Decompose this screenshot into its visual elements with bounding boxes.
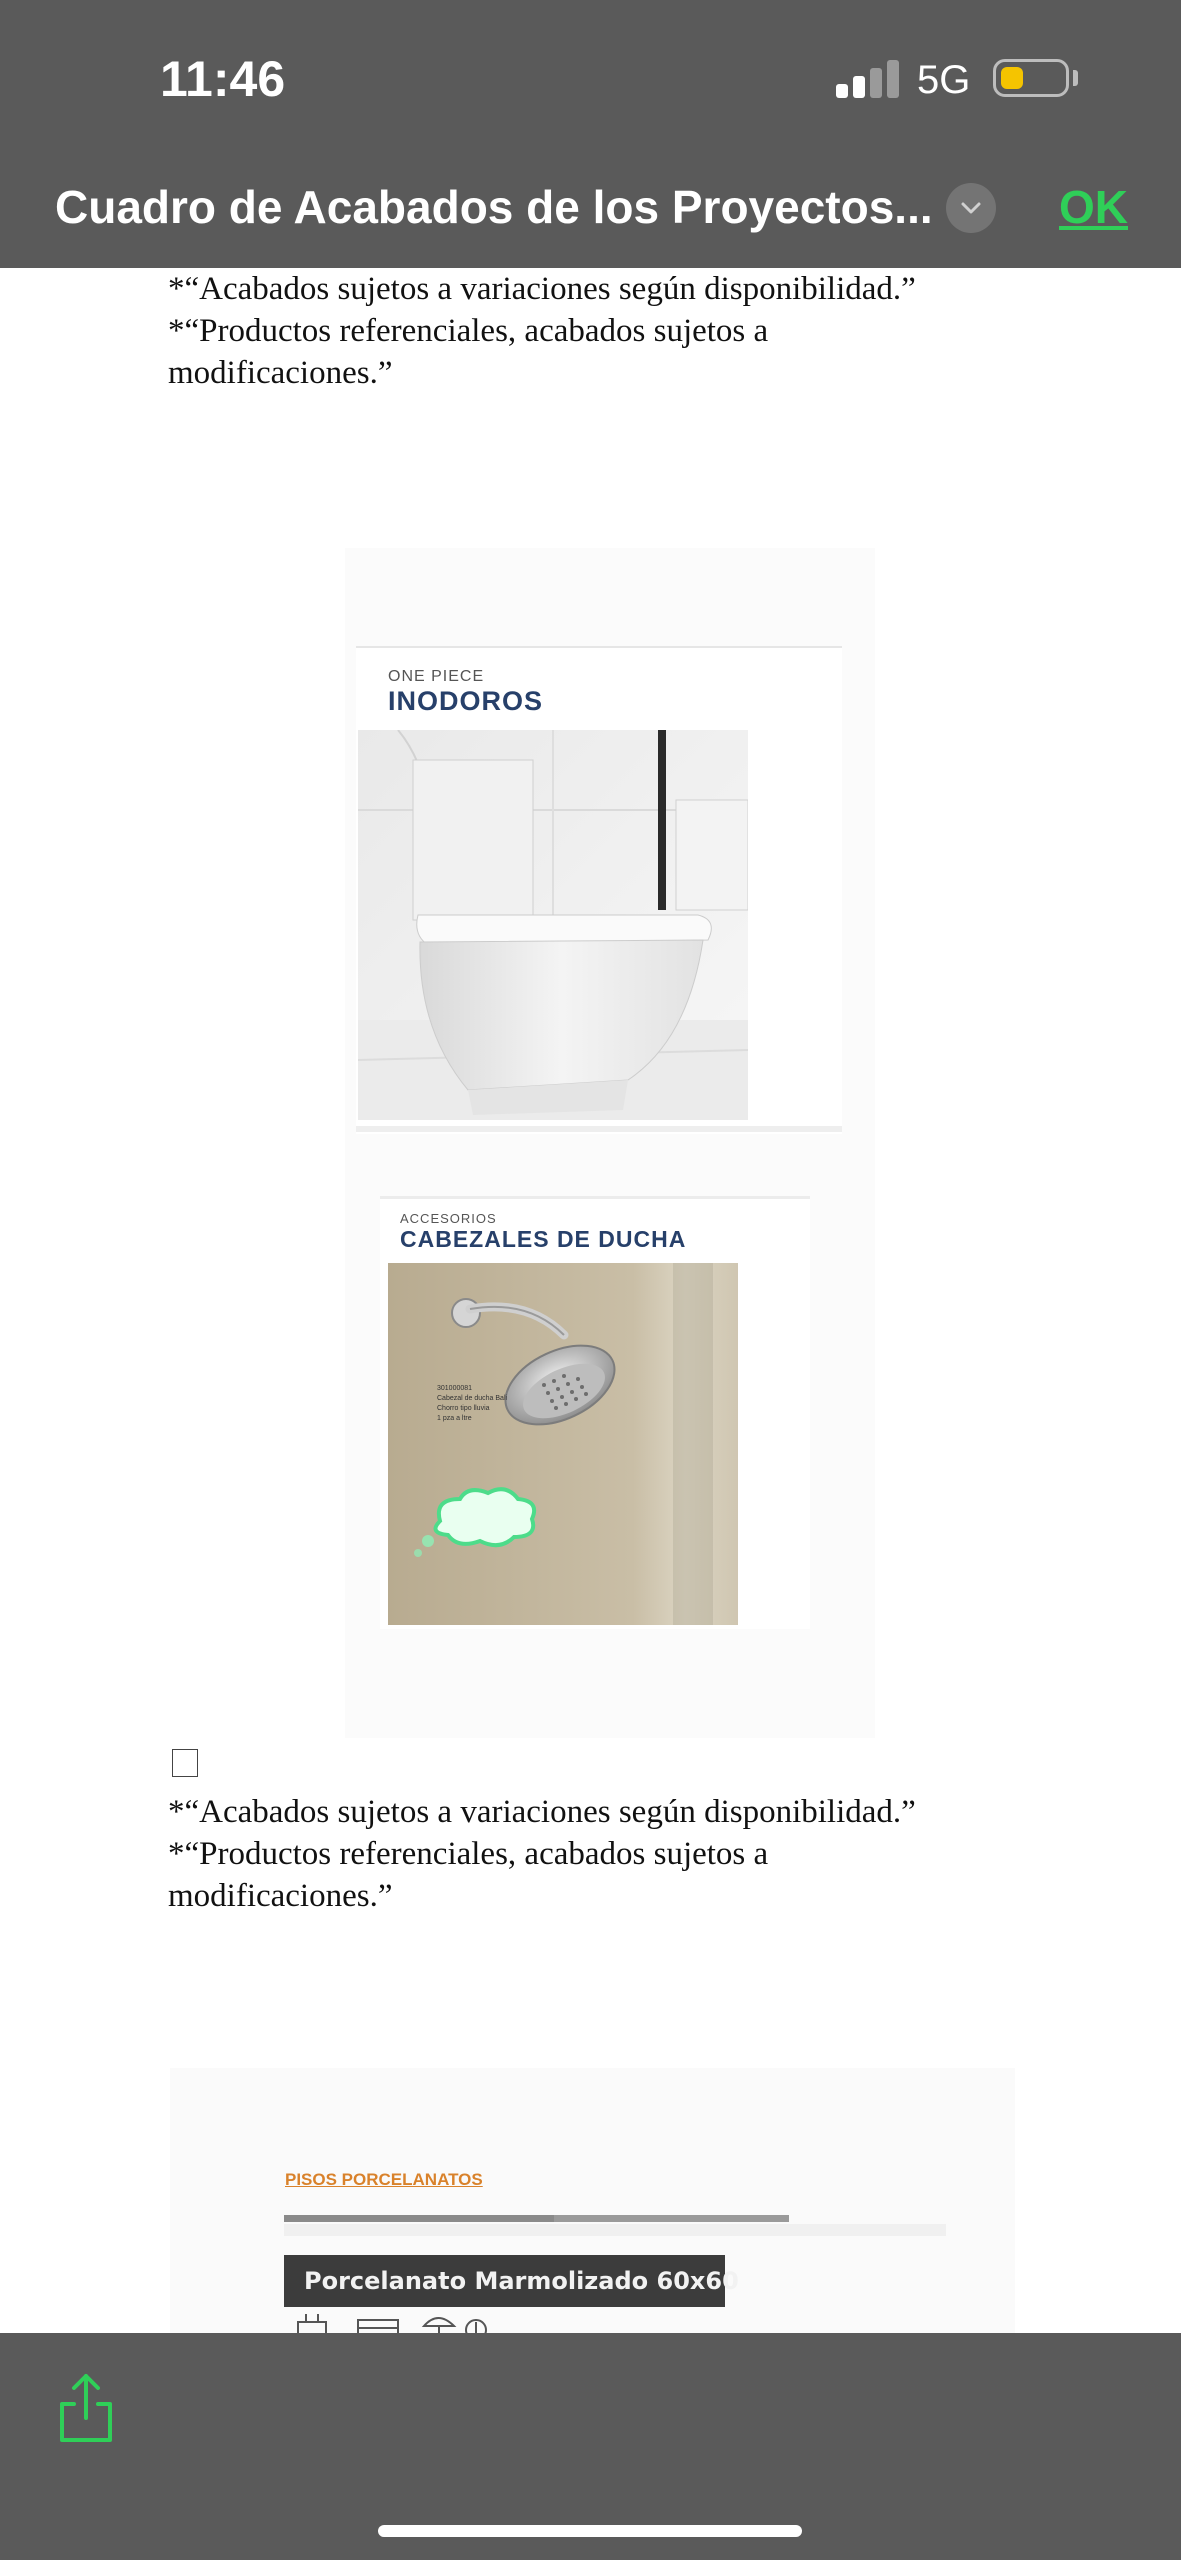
disclaimer-line: *“Productos referenciales, acabados sujetos a: [168, 313, 769, 349]
shower-head-image: [388, 1263, 738, 1625]
battery-icon: [993, 59, 1069, 97]
share-button[interactable]: [56, 2372, 116, 2444]
chevron-down-icon: [959, 198, 983, 218]
disclaimer-line: modificaciones.”: [168, 355, 393, 391]
product-name: CABEZALES DE DUCHA: [400, 1226, 687, 1252]
flooring-category: PISOS PORCELANATOS: [285, 2170, 483, 2189]
document-title[interactable]: Cuadro de Acabados de los Proyectos...: [55, 181, 933, 233]
disclaimer-bottom: [168, 1791, 916, 1917]
disclaimer-line: *“Productos referenciales, acabados sujetos a: [168, 1836, 769, 1872]
cellular-signal-icon: [836, 60, 900, 98]
disclaimer-line: *“Acabados sujetos a variaciones según disponibilidad.”: [168, 1794, 916, 1830]
product-card-toilet: [356, 646, 842, 1134]
toilet-image: [358, 730, 748, 1120]
flooring-product-label: Porcelanato Marmolizado 60x60: [284, 2255, 725, 2307]
flooring-divider-bar: [284, 2215, 789, 2222]
title-menu-button[interactable]: [946, 183, 996, 233]
product-name: INODOROS: [388, 686, 544, 716]
disclaimer-top: [168, 268, 916, 394]
home-indicator[interactable]: [378, 2525, 802, 2537]
disclaimer-line: *“Acabados sujetos a variaciones según disponibilidad.”: [168, 271, 916, 307]
flooring-feature-icons: [296, 2314, 536, 2333]
ok-button[interactable]: OK: [1059, 181, 1128, 233]
network-type: 5G: [917, 58, 971, 102]
spec-line: 1 pza a ltre: [437, 1415, 472, 1422]
spec-line: Cabezal de ducha Bali: [437, 1395, 508, 1402]
checkbox-placeholder: [172, 1749, 198, 1777]
status-time: 11:46: [160, 51, 286, 107]
product-category: ACCESORIOS: [400, 1211, 497, 1226]
share-icon: [56, 2372, 116, 2444]
document-view[interactable]: [0, 268, 1181, 2333]
bottom-toolbar: [0, 2333, 1181, 2560]
product-category: ONE PIECE: [388, 668, 485, 685]
top-bar: [0, 0, 1181, 268]
card-divider: [356, 1126, 842, 1132]
battery-level: [1001, 67, 1023, 89]
spec-line: Chorro tipo lluvia: [437, 1405, 490, 1412]
spec-line: 301000081: [437, 1385, 473, 1392]
flooring-divider: [284, 2224, 946, 2236]
disclaimer-line: modificaciones.”: [168, 1878, 393, 1914]
battery-tip: [1073, 70, 1078, 86]
shower-spec-text: [437, 1384, 507, 1424]
product-card-shower: [380, 1196, 810, 1629]
